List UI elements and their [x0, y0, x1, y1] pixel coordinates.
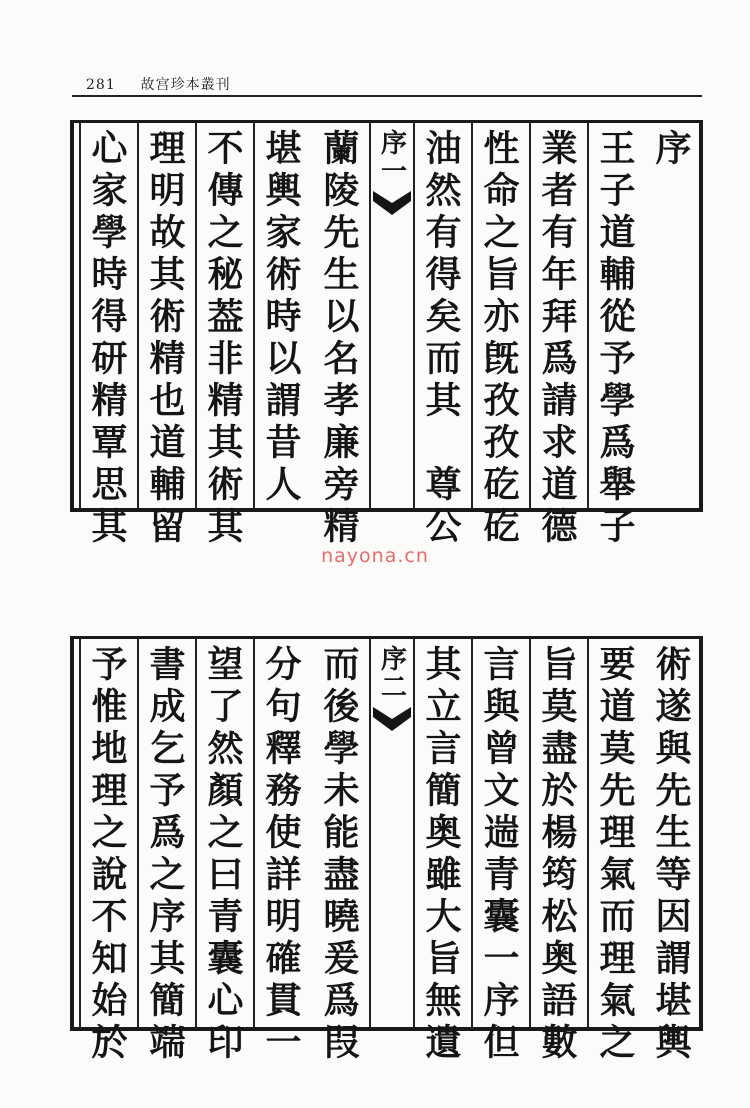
book-title: 故宫珍本叢刊	[140, 77, 231, 93]
text-column: 其立言簡奥雖大旨無遺	[420, 645, 462, 1065]
text-column: 理明故其術精也道輔留	[144, 129, 186, 549]
fish-tail-label: 序二	[376, 645, 407, 701]
text-column: 予惟地理之說不知始於	[86, 645, 128, 1065]
running-header	[86, 74, 231, 94]
text-column: 言與曾文遄青囊一序但	[478, 645, 520, 1065]
text-column: 油然有得矣而其 尊公	[420, 129, 462, 549]
text-column: 心家學時得研精覃思其	[86, 129, 128, 549]
text-column: 書成乞予爲之序其簡端	[144, 645, 186, 1065]
text-column: 王子道輔從予學爲舉子	[594, 129, 636, 549]
fish-tail-column	[369, 123, 415, 508]
text-column: 不傳之秘葢非精其術其	[202, 129, 244, 549]
fish-tail-column	[369, 639, 415, 1027]
watermark: nayona.cn	[321, 545, 429, 567]
page-number: 281	[86, 77, 116, 93]
header-rule	[72, 95, 702, 97]
fish-tail-icon	[373, 191, 411, 215]
text-column: 術遂與先生等因謂堪輿	[650, 645, 692, 1065]
fish-tail-label: 序一	[376, 129, 407, 185]
page-block-bottom	[70, 636, 703, 1065]
text-column: 蘭陵先生以名孝廉旁精	[318, 129, 360, 549]
fish-tail-icon	[373, 707, 411, 731]
page-block-top	[70, 120, 703, 549]
text-column: 業者有年拜爲請求道德	[536, 129, 578, 549]
text-column: 要道莫先理氣而理氣之	[594, 645, 636, 1065]
text-column: 旨莫盡於楊筠松奥語數	[536, 645, 578, 1065]
text-column: 序	[650, 129, 692, 171]
text-column: 性命之旨亦旣孜孜矻矻	[478, 129, 520, 549]
text-column: 而後學未能盡曉爰爲叚	[318, 645, 360, 1065]
text-column: 分句釋務使詳明確貫一	[260, 645, 302, 1065]
text-column: 堪輿家術時以謂昔人	[260, 129, 302, 507]
text-column: 望了然顏之曰青囊心印	[202, 645, 244, 1065]
